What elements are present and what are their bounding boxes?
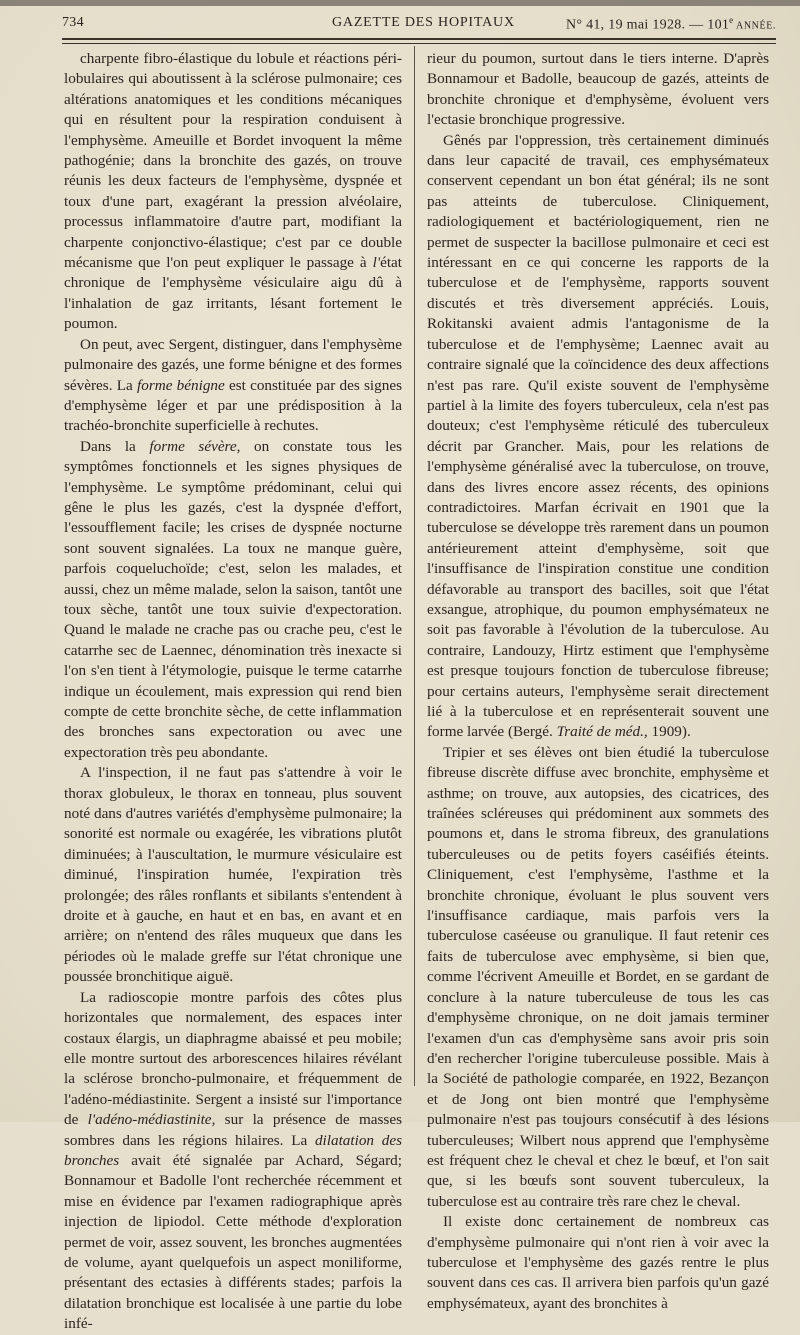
issue-superscript: e [729,15,734,25]
issue-year-label: ANNÉE. [733,20,776,32]
paragraph [64,437,402,764]
paragraph [427,743,769,1212]
paragraph [427,1212,769,1314]
header-rule-thick [62,38,776,40]
paragraph [427,131,769,743]
top-edge-strip [0,0,800,6]
italic-text: forme bénigne [137,376,225,394]
issue-info [566,15,776,34]
paragraph [64,49,402,335]
text-run: charpente fibro-élastique du lobule et réactions péri-lobulaires qui aboutissent à la sclérose pulmonaire; ces altérations anatomiques et les conditions mécaniques qui en résultent pour la respiration conduisent à l'emphysème. Ameuille et Bordet invoquent la même pathogénie; dans la bronchite des gazés, on trouve réunis les deux facteurs de l'emphysème, dyspnée et toux d'une part, exagérant la pression alvéolaire, processus inflammatoire d'autre part, modifiant la charpente conjonctivo-élastique; c'est par ce double mécanisme que l'on peut expliquer le passage à [64,50,402,272]
text-run: , sur la présence de masses sombres dans les régions hilaires. La [64,1111,402,1149]
column-divider [414,46,415,1086]
page-header [62,13,776,37]
page-number: 734 [62,15,84,30]
header-rule-thin [62,43,776,44]
paragraph [64,763,402,987]
text-run: A l'inspection, il ne faut pas s'attendre à voir le thorax globuleux, le thorax en tonneau, plus souvent noté dans d'autres variétés d'emphysème pulmonaire; la sonorité est normale ou exagérée, les vibrations plutôt diminuées; à l'auscultation, le murmure vésiculaire est diminué, l'inspiration humée, l'expiration très prolongée; des râles ronflants et sibilants s'entendent à droite et à gauche, en haut et en bas, en avant et en arrière; on n'entend des râles muqueux que dans les périodes où le malade greffe sur l'état chronique une poussée bronchitique aiguë. [64,764,402,986]
left-column [64,49,402,1335]
text-run: Il existe donc certainement de nombreux cas d'emphysème pulmonaire qui n'ont rien à voir avec la tuberculose et l'emphysème des gazés rentre le plus souvent dans ces cas. Il arrivera bien parfois qu'un gazé emphysémateux, ayant des bronchites à [427,1213,769,1312]
paragraph [64,988,402,1335]
italic-text: l'adéno-médiastinite [87,1111,212,1129]
text-run: Tripier et ses élèves ont bien étudié la tuberculose fibreuse discrète diffuse avec bronchite, emphysème et asthme; on trouve, aux autopsies, des cicatrices, des traînées scléreuses qui prédominent aux sommets des poumons et, dans le stroma fibreux, des granulations tuberculeuses ou de petits foyers caséifiés éteints. Cliniquement, c'est l'emphysème, l'asthme et la bronchite chronique, évoluant le plus souvent vers l'insuffisance cardiaque, mais parfois vers la tuberculose caséeuse ou granulique. Il faut retenir ces faits de tuberculose avec emphysème, si bien que, comme l'écrivent Ameuille et Bordet, en se gardant de conclure à la nature tuberculeuse de tous les cas d'emphysème chronique, on ne doit jamais terminer l'examen d'un cas d'emphysème sans avoir pris soin d'en rechercher l'origine tuberculeuse possible. Mais à la Société de pathologie comparée, en 1922, Bezançon et de Jong ont bien montré que l'emphysème pulmonaire n'est pas toujours consécutif à des lésions tuberculeuses; Wilbert nous apprend que l'emphysème est fréquent chez le cheval et chez le bœuf, et l'on sait que, si les bœufs sont souvent tuberculeux, la tuberculose est au contraire très rare chez le cheval. [427,743,769,1210]
right-column [427,49,769,1314]
text-run: état chronique de l'emphysème vésiculaire aigu dû à l'inhalation de gaz irritants, lésant fortement le poumon. [64,254,402,333]
issue-number-date: N° 41, 19 mai 1928. — 101 [565,17,730,33]
text-run: , 1909). [643,723,691,741]
text-run: La radioscopie montre parfois des côtes plus horizontales que normalement, des espaces inter costaux élargis, un diaphragme abaissé et peu mobile; elle montre surtout des arborescences hilaires révélant la sclérose broncho-pulmonaire, et fréquemment de l'adéno-médiastinite. Sergent a insisté sur l'importance de [64,988,402,1129]
text-run: , on constate tous les symptômes fonctionnels et les signes physiques de l'emphysème. Le symptôme prédominant, celui qui gêne le plus les gazés, c'est la dyspnée d'effort, l'essoufflement facile; les crises de dyspnée nocturne sont souvent signalées. La toux ne manque guère, parfois coqueluchoïde; c'est, selon les malades, et aussi, chez un même malade, selon la saison, tantôt une toux sèche, tantôt une toux suivie d'expectoration. Quand le malade ne crache pas ou crache peu, c'est le catarrhe sec de Laennec, dénomination très inexacte si l'on s'en tient à l'étymologie, puisque le terme catarrhe indique un écoulement, mais expression qui rend bien compte de cette bronchite sèche, de cette inflammation des bronches sans expectoration ou avec une expectoration très peu abondante. [64,437,402,761]
italic-text: dilatation des bronches [64,1131,402,1169]
italic-text: forme sévère [149,437,237,455]
text-run: Gênés par l'oppression, très certainement diminués dans leur capacité de travail, ces emphysémateux conservent cependant un bon état général; ils ne sont pas atteints de tuberculose. Cliniquement, radiologiquement et bactériologiquement, rien ne permet de suspecter la bacillose pulmonaire et ceci est intéressant en ce qui concerne les rapports de la tuberculose et de l'emphysème, rapports souvent discutés et très diversement appréciés. Louis, Rokitanski avaient admis l'antagonisme de la tuberculose et de l'emphysème; Laennec avait au contraire signalé que la coïncidence des deux affections n'est pas rare. Qu'il existe souvent de l'emphysème partiel à la limite des foyers tuberculeux, cela n'est pas douteux; c'est l'emphysème réticulé des tuberculeux décrit par Grancher. Mais, pour les relations de l'emphysème généralisé avec la tuberculose, on trouve, dans des livres encore assez récents, des opinions contradictoires. Marfan écrivait en 1901 que la tuberculose se développe très rarement dans un poumon antérieurement atteint d'emphysème, soit que l'insuffisance de l'inspiration constitue une condition défavorable au transport des bacilles, soit que l'état exsangue, atrophique, du poumon emphysémateux ne soit pas favorable à l'évolution de la tuberculose. Au contraire, Landouzy, Hirtz estiment que l'emphysème est presque toujours fonction de tuberculose fibreuse; pour certains auteurs, l'emphysème serait directement lié à la tuberculose et en représenterait souvent une forme larvée (Bergé. [427,131,769,741]
text-run: rieur du poumon, surtout dans le tiers interne. D'après Bonnamour et Badolle, beaucoup de gazés, atteints de bronchite chronique et d'emphysème, évoluent vers l'ectasie bronchique progressive. [427,50,769,129]
text-run: avait été signalée par Achard, Ségard; Bonnamour et Badolle l'ont recherchée récemment et mise en évidence par l'examen radiographique après injection de lipiodol. Cette méthode d'exploration permet de voir, assez souvent, les bronches augmentées de volume, ayant quelquefois un aspect moniliforme, présentant des ectasies à différents stades; parfois la dilatation bronchique est localisée à une partie du lobe infé- [64,1151,402,1333]
text-run: On peut, avec Sergent, distinguer, dans l'emphysème pulmonaire des gazés, une forme bénigne et des formes sévères. La [64,335,402,394]
journal-title: GAZETTE DES HOPITAUX [332,15,515,30]
paragraph [64,335,402,437]
paragraph [427,49,769,131]
text-run: est constituée par des signes d'emphysème léger et par une prédisposition à la trachéo-bronchite superficielle à rechutes. [64,376,402,435]
italic-text: l' [372,254,381,272]
italic-text: Traité de méd. [556,723,644,741]
text-run: Dans la [80,437,150,455]
